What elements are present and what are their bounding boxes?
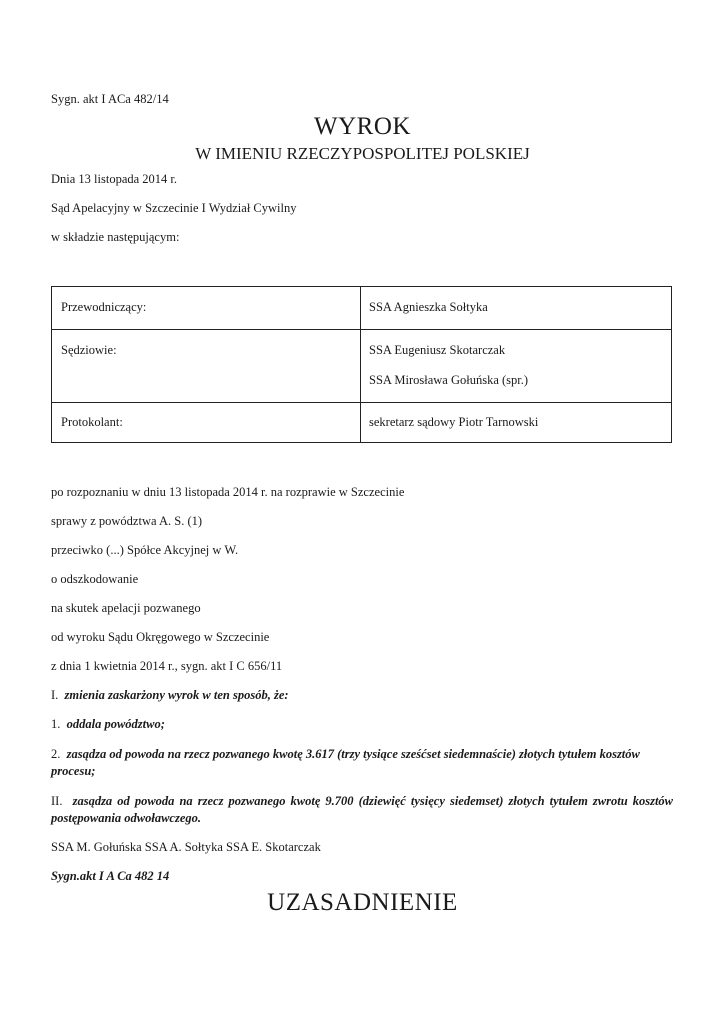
body-line-7: z dnia 1 kwietnia 2014 r., sygn. akt I C 656/11 [51,659,283,673]
ruling-item-I-text: zmienia zaskarżony wyrok w ten sposób, że: [64,688,289,702]
body-line-2: sprawy z powództwa A. S. (1) [51,514,203,528]
ruling-item-2 [51,746,673,780]
ruling-item-1-text: oddala powództwo; [66,717,165,731]
body-line-6: od wyroku Sądu Okręgowego w Szczecinie [51,630,270,644]
ruling-item-II-marker: II. [51,794,63,808]
reasoning-title: UZASADNIENIE [267,889,458,916]
table-row-judges [52,330,671,403]
body-line-5: na skutek apelacji pozwanego [51,601,201,615]
reasoning-case-number: Sygn.akt I A Ca 482 14 [51,869,170,883]
presiding-label: Przewodniczący: [61,300,147,314]
judge-2: SSA Mirosława Gołuńska (spr.) [369,373,529,387]
document-subtitle: W IMIENIU RZECZYPOSPOLITEJ POLSKIEJ [195,144,530,163]
ruling-item-I-marker: I. [51,688,59,702]
composition-label: w składzie następującym: [51,230,180,244]
clerk-name: sekretarz sądowy Piotr Tarnowski [369,415,539,429]
judges-label: Sędziowie: [61,343,117,357]
ruling-item-1-marker: 1. [51,717,61,731]
document-title: WYROK [314,113,411,140]
court-name: Sąd Apelacyjny w Szczecinie I Wydział Cywilny [51,201,297,215]
judges-signatures: SSA M. Gołuńska SSA A. Sołtyka SSA E. Skotarczak [51,840,321,854]
table-row-clerk [52,403,671,442]
table-row-presiding [52,287,671,330]
ruling-item-II [51,793,673,827]
body-line-4: o odszkodowanie [51,572,139,586]
body-line-1: po rozpoznaniu w dniu 13 listopada 2014 r. na rozprawie w Szczecinie [51,485,405,499]
ruling-item-1 [51,717,165,732]
presiding-judge: SSA Agnieszka Sołtyka [369,300,488,314]
ruling-item-II-text: zasądza od powoda na rzecz pozwanego kwotę 9.700 (dziewięć tysięcy siedemset) złotych tytułem zwrotu kosztów postępowania odwoławczego. [51,794,674,825]
ruling-item-2-text: zasądza od powoda na rzecz pozwanego kwotę 3.617 (trzy tysiące sześćset siedemnaście) złotych tytułem kosztów procesu; [51,747,640,778]
court-panel-table [51,286,672,443]
clerk-label: Protokolant: [61,415,123,429]
judge-1: SSA Eugeniusz Skotarczak [369,343,506,357]
ruling-item-2-marker: 2. [51,747,61,761]
ruling-item-I [51,688,289,703]
case-number: Sygn. akt I ACa 482/14 [51,92,169,106]
body-line-3: przeciwko (...) Spółce Akcyjnej w W. [51,543,239,557]
judgment-date: Dnia 13 listopada 2014 r. [51,172,178,186]
